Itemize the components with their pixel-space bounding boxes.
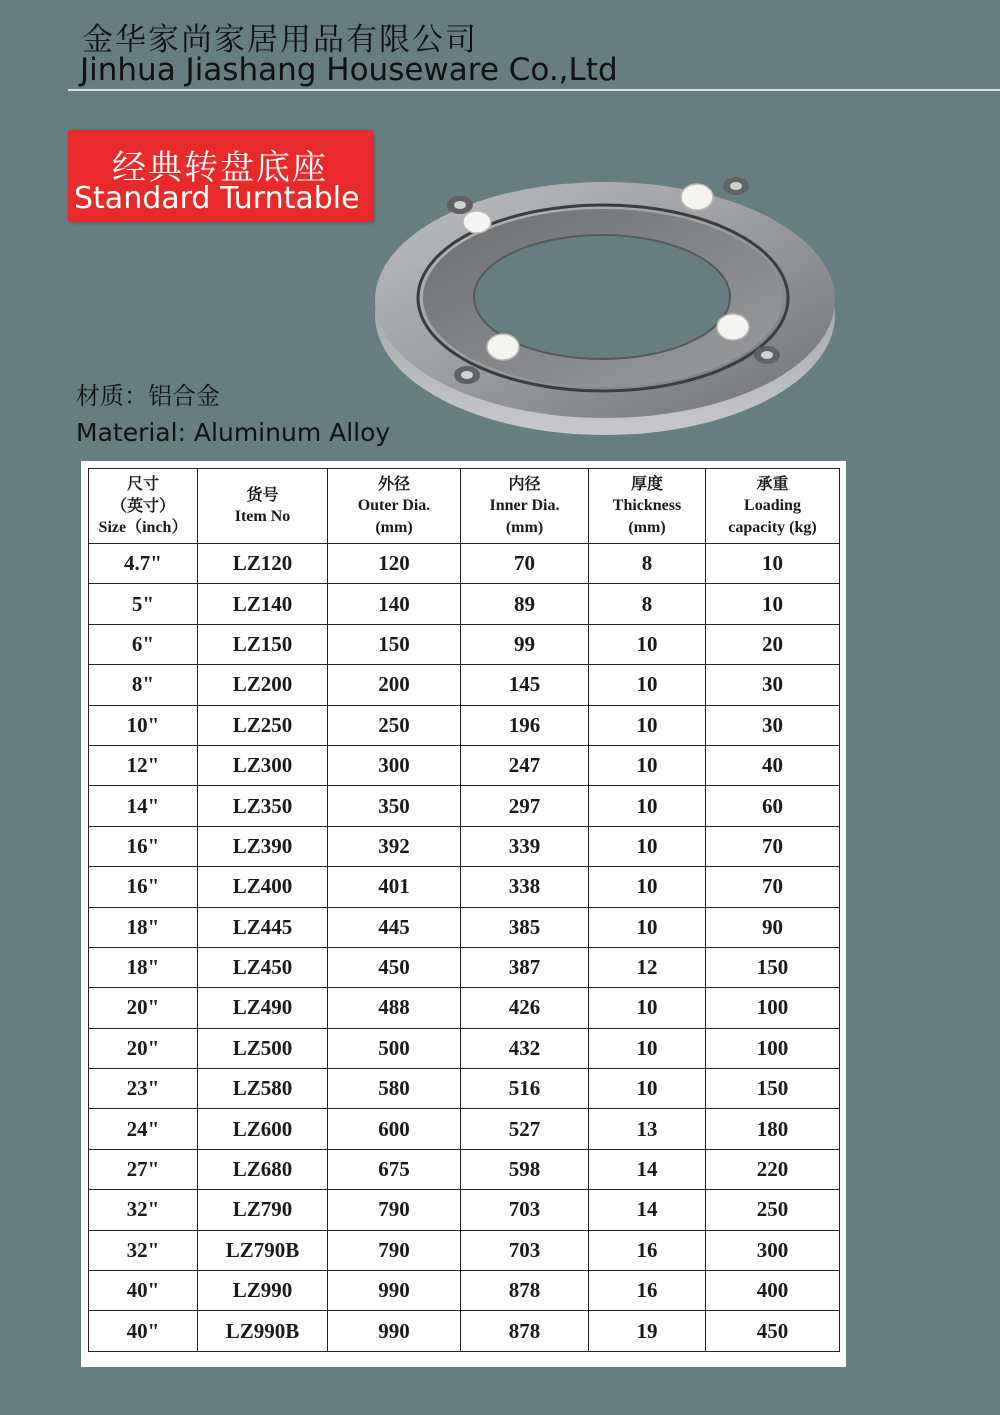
cell-outer-dia: 450 (328, 947, 461, 987)
company-name-en: Jinhua Jiashang Houseware Co.,Ltd (80, 52, 618, 88)
header-size (89, 469, 198, 544)
header-outer-dia-cn: 外径 (377, 474, 410, 493)
cell-item-no: LZ490 (198, 988, 328, 1028)
cell-thickness: 14 (589, 1190, 706, 1230)
cell-thickness: 10 (589, 826, 706, 866)
product-title-badge (68, 130, 373, 222)
cell-item-no: LZ990 (198, 1271, 328, 1311)
cell-size: 8" (89, 665, 198, 705)
cell-thickness: 10 (589, 988, 706, 1028)
cell-outer-dia: 488 (328, 988, 461, 1028)
cell-outer-dia: 120 (328, 544, 461, 584)
cell-loading-capacity: 150 (706, 1069, 840, 1109)
material-label-cn: 材质：铝合金 (76, 382, 220, 410)
turntable-product-image (370, 165, 840, 440)
cell-loading-capacity: 10 (706, 584, 840, 624)
table-row (89, 705, 840, 745)
header-inner-dia-cn: 内径 (508, 474, 541, 493)
table-row (89, 1271, 840, 1311)
cell-outer-dia: 500 (328, 1028, 461, 1068)
header-loading-cn: 承重 (756, 474, 789, 493)
cell-outer-dia: 200 (328, 665, 461, 705)
cell-thickness: 16 (589, 1271, 706, 1311)
header-loading-capacity (706, 469, 840, 544)
cell-size: 12" (89, 745, 198, 785)
cell-inner-dia: 703 (461, 1230, 589, 1270)
cell-loading-capacity: 100 (706, 988, 840, 1028)
company-name-cn: 金华家尚家居用品有限公司 (82, 22, 478, 58)
cell-thickness: 10 (589, 705, 706, 745)
cell-loading-capacity: 450 (706, 1311, 840, 1351)
cell-item-no: LZ200 (198, 665, 328, 705)
spec-table (88, 468, 840, 1352)
cell-loading-capacity: 70 (706, 826, 840, 866)
cell-loading-capacity: 100 (706, 1028, 840, 1068)
cell-size: 18" (89, 947, 198, 987)
cell-thickness: 10 (589, 624, 706, 664)
cell-size: 4.7" (89, 544, 198, 584)
cell-thickness: 10 (589, 867, 706, 907)
header-inner-dia-en: Inner Dia. (489, 497, 560, 514)
cell-item-no: LZ580 (198, 1069, 328, 1109)
header-size-en: Size（inch） (98, 519, 188, 536)
table-row (89, 745, 840, 785)
table-row (89, 1149, 840, 1189)
cell-item-no: LZ400 (198, 867, 328, 907)
cell-item-no: LZ300 (198, 745, 328, 785)
spec-table-body (89, 544, 840, 1352)
cell-size: 32" (89, 1230, 198, 1270)
cell-inner-dia: 145 (461, 665, 589, 705)
cell-inner-dia: 89 (461, 584, 589, 624)
table-row (89, 665, 840, 705)
cell-inner-dia: 426 (461, 988, 589, 1028)
header-size-cn: 尺寸 (126, 474, 159, 493)
cell-thickness: 10 (589, 745, 706, 785)
cell-size: 16" (89, 826, 198, 866)
cell-size: 32" (89, 1190, 198, 1230)
cell-item-no: LZ390 (198, 826, 328, 866)
cell-outer-dia: 600 (328, 1109, 461, 1149)
cell-thickness: 10 (589, 907, 706, 947)
header-thickness-cn: 厚度 (630, 474, 663, 493)
table-row (89, 867, 840, 907)
header-loading-en: Loading (744, 497, 801, 514)
cell-loading-capacity: 10 (706, 544, 840, 584)
cell-outer-dia: 140 (328, 584, 461, 624)
cell-inner-dia: 297 (461, 786, 589, 826)
cell-item-no: LZ140 (198, 584, 328, 624)
cell-loading-capacity: 400 (706, 1271, 840, 1311)
cell-size: 24" (89, 1109, 198, 1149)
cell-outer-dia: 790 (328, 1190, 461, 1230)
cell-item-no: LZ680 (198, 1149, 328, 1189)
cell-item-no: LZ250 (198, 705, 328, 745)
cell-thickness: 13 (589, 1109, 706, 1149)
cell-inner-dia: 247 (461, 745, 589, 785)
cell-outer-dia: 790 (328, 1230, 461, 1270)
header-item-no (198, 469, 328, 544)
header-outer-dia (328, 469, 461, 544)
header-thickness-unit: (mm) (628, 519, 666, 536)
cell-size: 16" (89, 867, 198, 907)
cell-item-no: LZ150 (198, 624, 328, 664)
cell-inner-dia: 338 (461, 867, 589, 907)
cell-item-no: LZ445 (198, 907, 328, 947)
cell-size: 6" (89, 624, 198, 664)
table-row (89, 1190, 840, 1230)
cell-loading-capacity: 250 (706, 1190, 840, 1230)
cell-inner-dia: 339 (461, 826, 589, 866)
cell-size: 20" (89, 1028, 198, 1068)
cell-thickness: 8 (589, 584, 706, 624)
cell-inner-dia: 527 (461, 1109, 589, 1149)
header-item-no-cn: 货号 (246, 485, 279, 504)
cell-size: 18" (89, 907, 198, 947)
cell-loading-capacity: 220 (706, 1149, 840, 1189)
cell-item-no: LZ500 (198, 1028, 328, 1068)
cell-size: 40" (89, 1271, 198, 1311)
cell-thickness: 10 (589, 665, 706, 705)
cell-loading-capacity: 90 (706, 907, 840, 947)
cell-loading-capacity: 40 (706, 745, 840, 785)
cell-outer-dia: 150 (328, 624, 461, 664)
cell-outer-dia: 250 (328, 705, 461, 745)
header-outer-dia-en: Outer Dia. (357, 497, 431, 514)
cell-inner-dia: 99 (461, 624, 589, 664)
cell-outer-dia: 990 (328, 1311, 461, 1351)
cell-loading-capacity: 30 (706, 705, 840, 745)
cell-loading-capacity: 60 (706, 786, 840, 826)
table-row (89, 624, 840, 664)
cell-inner-dia: 878 (461, 1311, 589, 1351)
cell-inner-dia: 598 (461, 1149, 589, 1189)
cell-thickness: 10 (589, 1028, 706, 1068)
cell-item-no: LZ790B (198, 1230, 328, 1270)
header-inner-dia (461, 469, 589, 544)
table-row (89, 947, 840, 987)
table-row (89, 584, 840, 624)
cell-inner-dia: 196 (461, 705, 589, 745)
cell-inner-dia: 387 (461, 947, 589, 987)
cell-size: 14" (89, 786, 198, 826)
cell-thickness: 10 (589, 1069, 706, 1109)
cell-thickness: 10 (589, 786, 706, 826)
cell-item-no: LZ120 (198, 544, 328, 584)
cell-inner-dia: 878 (461, 1271, 589, 1311)
table-row (89, 1311, 840, 1351)
cell-thickness: 19 (589, 1311, 706, 1351)
cell-item-no: LZ990B (198, 1311, 328, 1351)
cell-loading-capacity: 300 (706, 1230, 840, 1270)
cell-inner-dia: 385 (461, 907, 589, 947)
material-label-en: Material: Aluminum Alloy (76, 418, 391, 447)
cell-outer-dia: 990 (328, 1271, 461, 1311)
cell-size: 20" (89, 988, 198, 1028)
table-row (89, 544, 840, 584)
cell-item-no: LZ790 (198, 1190, 328, 1230)
cell-inner-dia: 516 (461, 1069, 589, 1109)
cell-thickness: 14 (589, 1149, 706, 1189)
cell-size: 23" (89, 1069, 198, 1109)
table-row (89, 988, 840, 1028)
header-loading-unit: capacity (kg) (728, 519, 817, 536)
cell-loading-capacity: 70 (706, 867, 840, 907)
header-divider (68, 89, 1000, 91)
cell-size: 27" (89, 1149, 198, 1189)
spec-table-panel (81, 461, 846, 1367)
cell-outer-dia: 675 (328, 1149, 461, 1189)
header-inner-dia-unit: (mm) (505, 519, 544, 536)
cell-item-no: LZ350 (198, 786, 328, 826)
table-row (89, 907, 840, 947)
cell-inner-dia: 703 (461, 1190, 589, 1230)
cell-outer-dia: 445 (328, 907, 461, 947)
cell-loading-capacity: 150 (706, 947, 840, 987)
cell-inner-dia: 70 (461, 544, 589, 584)
cell-thickness: 16 (589, 1230, 706, 1270)
cell-item-no: LZ600 (198, 1109, 328, 1149)
product-title-cn: 经典转盘底座 (112, 148, 328, 188)
header-item-no-en: Item No (234, 508, 291, 525)
header-outer-dia-unit: (mm) (375, 519, 413, 536)
cell-outer-dia: 401 (328, 867, 461, 907)
header-thickness-en: Thickness (612, 497, 682, 514)
cell-thickness: 8 (589, 544, 706, 584)
cell-outer-dia: 300 (328, 745, 461, 785)
product-title-en: Standard Turntable (74, 181, 360, 216)
cell-loading-capacity: 180 (706, 1109, 840, 1149)
cell-size: 5" (89, 584, 198, 624)
table-row (89, 1069, 840, 1109)
cell-item-no: LZ450 (198, 947, 328, 987)
table-row (89, 1109, 840, 1149)
header-thickness (589, 469, 706, 544)
cell-loading-capacity: 30 (706, 665, 840, 705)
table-row (89, 786, 840, 826)
cell-outer-dia: 350 (328, 786, 461, 826)
cell-size: 40" (89, 1311, 198, 1351)
header-size-cn-unit: （英寸） (110, 496, 175, 515)
cell-loading-capacity: 20 (706, 624, 840, 664)
cell-thickness: 12 (589, 947, 706, 987)
cell-inner-dia: 432 (461, 1028, 589, 1068)
table-row (89, 826, 840, 866)
cell-outer-dia: 392 (328, 826, 461, 866)
table-row (89, 1028, 840, 1068)
spec-table-header-row (89, 469, 840, 544)
table-row (89, 1230, 840, 1270)
cell-outer-dia: 580 (328, 1069, 461, 1109)
cell-size: 10" (89, 705, 198, 745)
